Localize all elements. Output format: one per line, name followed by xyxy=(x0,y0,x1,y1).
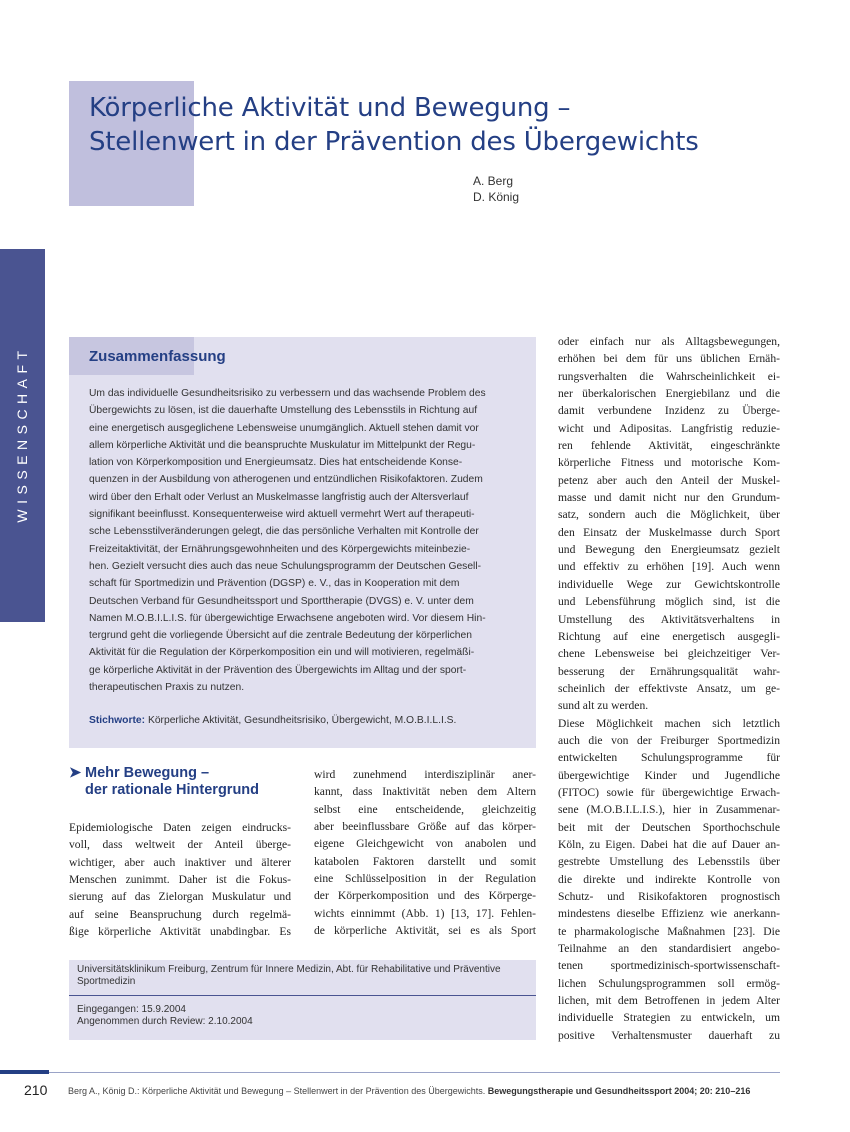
abstract-line: Aktivität für die Regulation der Körperkomposition ein und will motivieren, regelmäßi- xyxy=(89,647,475,659)
column2-line: wichts einnimmt (Abb. 1) [13, 17]. Fehlen- xyxy=(314,906,536,920)
abstract-line: Deutschen Verband für Gesundheitssport und Sporttherapie (DVGS) e. V. unter dem xyxy=(89,595,474,607)
keywords-label: Stichworte: xyxy=(89,715,146,726)
abstract-line: Freizeitaktivität, der Ernährungsgewohnheiten und des Körpergewichts miteinbezie- xyxy=(89,543,471,555)
title-line-1: Körperliche Aktivität und Bewegung – xyxy=(89,93,571,123)
column1-line: Epidemiologische Daten zeigen eindrucks- xyxy=(69,821,291,834)
column3-line: die direkte und indirekte Kontrolle von xyxy=(558,872,780,886)
column3-line: sund alt zu werden. xyxy=(558,699,649,713)
column2-line: katabolen Faktoren darstellt und somit xyxy=(314,854,536,868)
column3-line: Teilnahme an den standardisiert angebo- xyxy=(558,942,780,956)
column3-line: entwickelten Schulungsprogramme für xyxy=(558,751,780,765)
column3-line: petenz aber auch den Anteil der Muskel- xyxy=(558,473,780,487)
arrow-marker-icon: ➤ xyxy=(69,765,82,781)
title-line-2: Stellenwert in der Prävention des Übergewichts xyxy=(89,127,699,157)
article-title xyxy=(89,91,809,159)
column3-line: lichen, mit dem Betroffenen in jedem Alter xyxy=(558,994,780,1008)
section-heading-line-2: der rationale Hintergrund xyxy=(85,782,260,798)
page-number: 210 xyxy=(24,1082,48,1098)
submission-dates xyxy=(77,1004,253,1028)
received-date: Eingegangen: 15.9.2004 xyxy=(77,1004,186,1015)
body-column-1 xyxy=(69,819,291,940)
abstract-line: eine energetisch ausgeglichene Lebensweise unumgänglich. Aktuell stehen damit vor xyxy=(89,422,479,434)
column3-line: und effektiv zu erhöhen [19]. Auch wenn xyxy=(558,560,780,574)
author-1: A. Berg xyxy=(473,174,514,188)
column3-line: übergewichtige Kinder und Jugendliche xyxy=(558,768,780,782)
column2-line: der Körperkomposition und des Körperge- xyxy=(314,889,536,903)
column1-line: Menschen zunimmt. Daher ist die Fokus- xyxy=(69,873,291,887)
author-list xyxy=(473,173,519,205)
column1-line: auf seine Beanspruchung durch regelmä- xyxy=(69,907,291,921)
abstract-line: ge körperliche Aktivität in der Prävention des Übergewichts im Alltag und der sport- xyxy=(89,664,467,676)
footer-citation xyxy=(68,1086,750,1096)
abstract-line: signifikant beeinflusst. Konsequenterweise wird aktuell vermehrt Wert auf therapeuti- xyxy=(89,509,475,521)
column3-line: scheinlich der effektivste Ansatz, um ge- xyxy=(558,681,780,695)
column3-line: Umstellung des Aktivitätsverhaltens in xyxy=(558,612,780,626)
body-column-2 xyxy=(314,766,536,939)
column3-line: wicht und Adipositas. Langfristig reduzie- xyxy=(558,421,780,435)
section-heading-line-1: Mehr Bewegung – xyxy=(85,765,210,781)
column2-line: wird zunehmend interdisziplinär aner- xyxy=(314,768,536,781)
column3-line: positive Verhaltensmuster dauerhaft zu xyxy=(558,1028,780,1042)
column2-line: kannt, dass Inaktivität neben dem Altern xyxy=(314,785,536,799)
column3-line: masse und damit nicht nur den Grundum- xyxy=(558,491,780,505)
column1-line: sierung auf das Zielorgan Muskulatur und xyxy=(69,890,291,904)
column3-line: oder einfach nur als Alltagsbewegungen, xyxy=(558,335,780,348)
abstract-heading: Zusammenfassung xyxy=(89,348,226,365)
column3-line: Schutz- und Risikofaktoren prognostisch xyxy=(558,890,780,903)
column3-line: tenen sportmedizinisch-sportwissenschaft- xyxy=(558,959,780,973)
abstract-line: therapeutischen Praxis zu nutzen. xyxy=(89,682,245,694)
column3-line: satz, sondern auch die Möglichkeit, über xyxy=(558,508,780,522)
column3-line: Köln, zu Eigen. Dabei hat die auf Dauer an- xyxy=(558,837,780,851)
column3-line: te pharmakologische Maßnahmen [23]. Die xyxy=(558,924,780,938)
column3-line: rungsverhalten die Wahrscheinlichkeit ei- xyxy=(558,369,780,383)
abstract-line: Namen M.O.B.I.L.I.S. für übergewichtige Erwachsene angeboten wird. Vor diesem Hin- xyxy=(89,612,486,624)
column3-line: individuelle Strategien zu entwickeln, um xyxy=(558,1011,780,1025)
abstract-line: lation von Körperkomposition und Energieumsatz. Dies hat entscheidende Konse- xyxy=(89,457,463,469)
footer-divider xyxy=(49,1072,780,1073)
column3-line: und Bewegung den Energieumsatz gezielt xyxy=(558,543,780,557)
abstract-line: allem körperliche Aktivität und die beanspruchte Muskulatur im Mittelpunkt der Regu- xyxy=(89,439,476,451)
abstract-line: quenzen in der Ausbildung von atherogenen und entzündlichen Risikofaktoren. Zudem xyxy=(89,474,483,486)
column3-line: damit verbundene Inzidenz zu Überge- xyxy=(558,404,780,418)
footer-accent-bar xyxy=(0,1070,49,1074)
column3-line: beit mit der Deutschen Sporthochschule xyxy=(558,820,780,834)
column1-line: ßige körperliche Aktivität unabdingbar. Es xyxy=(69,925,291,939)
section-heading xyxy=(69,765,259,799)
accepted-date: Angenommen durch Review: 2.10.2004 xyxy=(77,1016,253,1027)
column3-line: Richtung auf eine energetisch ausgegli- xyxy=(558,629,780,643)
body-column-3 xyxy=(558,333,780,1044)
column2-line: eigene Gleichgewicht von anabolen und xyxy=(314,837,536,851)
column3-line: und Lebensführung möglich sind, ist die xyxy=(558,595,780,609)
abstract-line: sche Lebensstilveränderungen gelegt, die das persönliche Verhalten mit Kontrolle der xyxy=(89,526,479,538)
journal-reference: Bewegungstherapie und Gesundheitssport 2004; 20: 210–216 xyxy=(487,1086,751,1096)
column3-line: erhöhen bei dem für uns üblichen Ernäh- xyxy=(558,352,780,366)
abstract-line: tergrund geht die vorliegende Übersicht auf die zentrale Bedeutung der körperlichen xyxy=(89,630,472,642)
column2-line: de körperliche Aktivität, sei es als Sport xyxy=(314,924,536,938)
citation-text: Berg A., König D.: Körperliche Aktivität und Bewegung – Stellenwert in der Prävention des Übergewichts. xyxy=(68,1086,486,1096)
keywords xyxy=(89,715,456,726)
abstract-line: hen. Gezielt versucht dies auch das neue Schulungsprogramm der Deutschen Gesell- xyxy=(89,560,482,572)
affiliation-institution: Universitätsklinikum Freiburg, Zentrum für Innere Medizin, Abt. für Rehabilitative und Präventive Sportmedizin xyxy=(77,964,501,987)
column3-line: lichen Schulungsprogrammen soll ermög- xyxy=(558,976,780,990)
column2-line: eine Schlüsselposition in der Regulation xyxy=(314,872,536,886)
column3-line: (FITOC) sowie für übergewichtige Erwach- xyxy=(558,785,780,799)
abstract-line: schaft für Sportmedizin und Prävention (DGSP) e. V., das in Kooperation mit dem xyxy=(89,578,460,590)
column3-line: ner überkalorischen Energiebilanz und die xyxy=(558,387,780,401)
column3-line: ren fehlende Aktivität, eingeschränkte xyxy=(558,439,780,453)
column1-line: wichtiger, aber auch inaktiver und älterer xyxy=(69,855,291,869)
column3-line: sene (M.O.B.I.L.I.S.), hier in Zusammenar- xyxy=(558,803,780,817)
column3-line: auch die von der Freiburger Sportmedizin xyxy=(558,733,780,747)
column3-line: gestrebte Umstellung des Lebensstils über xyxy=(558,855,780,869)
column3-line: besserung der Ernährungsqualität wahr- xyxy=(558,664,780,678)
column3-line: chene Lebensweise bei gleichzeitiger Ver- xyxy=(558,647,780,661)
column2-line: aber beeinflussbare Größe auf das körper- xyxy=(314,820,536,834)
affiliation-box xyxy=(69,960,536,1040)
column3-line: den Einsatz der Muskelmasse durch Sport xyxy=(558,525,780,539)
column3-line: individuelle Wege zur Gewichtskontrolle xyxy=(558,577,780,591)
column3-line: körperliche Fitness und motorische Kom- xyxy=(558,456,780,470)
author-2: D. König xyxy=(473,190,520,204)
column1-line: voll, dass weltweit der Anteil überge- xyxy=(69,838,291,852)
column3-line: mindestens dieselbe Effizienz wie anerkann- xyxy=(558,907,780,921)
section-side-tab-label: WISSENSCHAFT xyxy=(14,345,30,523)
abstract-line: Um das individuelle Gesundheitsrisiko zu verbessern und das wachsende Problem des xyxy=(89,388,486,399)
keywords-text: Körperliche Aktivität, Gesundheitsrisiko, Übergewicht, M.O.B.I.L.I.S. xyxy=(147,715,457,726)
column2-line: selbst eine entscheidende, gleichzeitig xyxy=(314,802,536,816)
abstract-line: wird über den Erhalt oder Verlust an Muskelmasse langfristig auch der Altersverlauf xyxy=(89,491,469,503)
abstract-text xyxy=(89,385,519,696)
affiliation-divider xyxy=(69,995,536,996)
abstract-line: Übergewichts zu lösen, ist die dauerhafte Umstellung des Lebensstils in Richtung auf xyxy=(89,405,478,417)
column3-line: Diese Möglichkeit machen sich letztlich xyxy=(558,716,780,730)
abstract-box xyxy=(69,337,536,748)
